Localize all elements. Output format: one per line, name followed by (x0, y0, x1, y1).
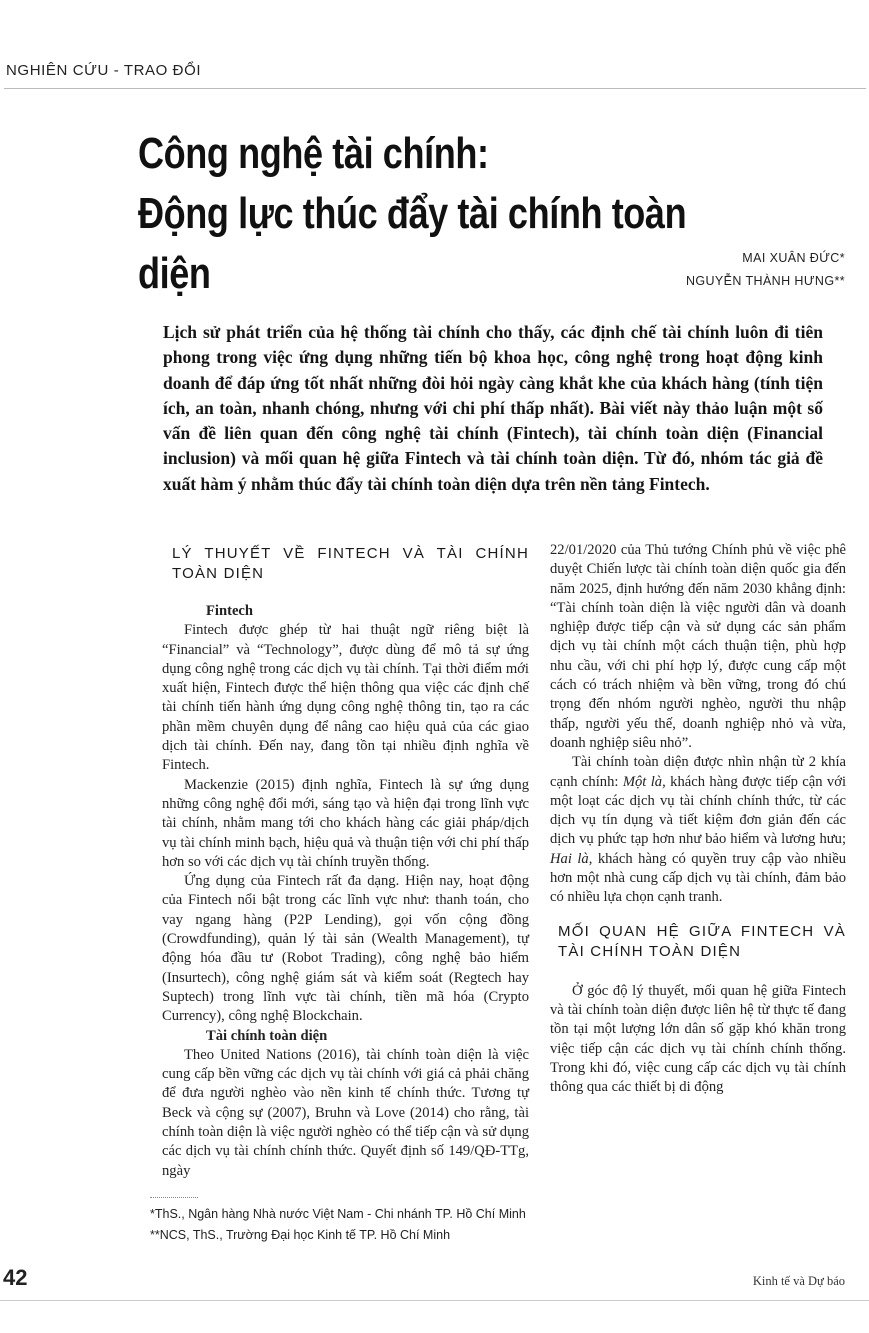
footnote-1: *ThS., Ngân hàng Nhà nước Việt Nam - Chi nhánh TP. Hồ Chí Minh (150, 1207, 526, 1221)
footer-divider (0, 1300, 869, 1301)
emphasis: Hai là (550, 850, 589, 867)
text-run: , khách hàng có quyền truy cập vào nhiều hơn một nhà cung cấp dịch vụ tài chính, đảm bảo có nhiều lựa chọn cạnh tranh. (550, 850, 847, 906)
page-number: 42 (3, 1265, 28, 1290)
left-column (162, 540, 529, 1181)
footnote-divider (150, 1197, 198, 1199)
section-heading-theory: LÝ THUYẾT VỀ FINTECH VÀ TÀI CHÍNH TOÀN DIỆN (172, 545, 529, 582)
subheading-fintech: Fintech (206, 603, 254, 619)
section-tag: NGHIÊN CỨU - TRAO ĐỔI (6, 62, 202, 79)
paragraph: Ở góc độ lý thuyết, mối quan hệ giữa Fintech và tài chính toàn diện được liên hệ từ thực tế đang tồn tại một lượng lớn dân số gặp khó khăn trong việc tiếp cận các dịch vụ tài chính chính thống. Trong khi đó, việc cung cấp các dịch vụ tài chính thông qua các thiết bị di động (550, 982, 846, 1096)
title-line-2: Động lực thúc đẩy tài chính toàn diện (138, 189, 687, 298)
header-divider (4, 88, 866, 89)
paragraph: Ứng dụng của Fintech rất đa dạng. Hiện nay, hoạt động của Fintech nổi bật trong các lĩnh vực như: thanh toán, cho vay ngang hàng (P2P Lending), gọi vốn cộng đồng (Crowdfunding), quản lý tài sản (Wealth Management), tự động hóa đầu tư (Robot Trading), công nghệ bảo hiểm (Insurtech), công nghệ giám sát và kiểm soát (Regtech hay Suptech) trong lĩnh vực tài chính, tiền mã hóa (Crypto Currency), công nghệ Blockchain. (162, 873, 529, 1025)
text-run: , khách hàng được tiếp cận với một loạt các dịch vụ tài chính chính thức, từ các dịch vụ tín dụng và tiết kiệm đơn giản đến các dịch vụ phức tạp hơn như bảo hiểm và lương hưu; (550, 773, 846, 848)
footnotes (150, 1204, 850, 1245)
title-line-1: Công nghệ tài chính: (138, 129, 489, 178)
right-column (550, 541, 846, 1097)
section-heading-relationship: MỐI QUAN HỆ GIỮA FINTECH VÀ TÀI CHÍNH TOÀN DIỆN (558, 922, 846, 960)
journal-name: Kinh tế và Dự báo (752, 1274, 845, 1288)
author-1: MAI XUÂN ĐỨC* (742, 251, 845, 265)
paragraph: 22/01/2020 của Thủ tướng Chính phủ về việc phê duyệt Chiến lược tài chính toàn diện quốc gia đến năm 2025, định hướng đến năm 2030 khẳng định: “Tài chính toàn diện là việc người dân và doanh nghiệp được tiếp cận và sử dụng các sản phẩm dịch vụ tài chính một cách thuận tiện, phù hợp nhu cầu, với chi phí hợp lý, được cung cấp một cách có trách nhiệm và bền vững, trong đó chú trọng đến nhóm người nghèo, người thu nhập thấp, người yếu thế, doanh nghiệp nhỏ và vừa, doanh nghiệp siêu nhỏ”. (550, 542, 846, 751)
article-title (138, 124, 728, 304)
paragraph: Mackenzie (2015) định nghĩa, Fintech là sự ứng dụng những công nghệ đổi mới, sáng tạo và hiện đại trong lĩnh vực tài chính, nhằm mang tới cho khách hàng các giải pháp/dịch vụ tài chính minh bạch, hiệu quả và thuận tiện với chi phí thấp hơn so với các dịch vụ tài chính truyền thống. (162, 776, 529, 870)
abstract: Lịch sử phát triển của hệ thống tài chính cho thấy, các định chế tài chính luôn đi tiên phong trong việc ứng dụng những tiến bộ khoa học, công nghệ trong hoạt động kinh doanh để đáp ứng tốt nhất những đòi hỏi ngày càng khắt khe của khách hàng (tính tiện ích, an toàn, nhanh chóng, nhưng với chi phí thấp nhất). Bài viết này thảo luận một số vấn đề liên quan đến công nghệ tài chính (Fintech), tài chính toàn diện (Financial inclusion) và mối quan hệ giữa Fintech và tài chính toàn diện. Từ đó, nhóm tác giả đề xuất hàm ý nhằm thúc đẩy tài chính toàn diện dựa trên nền tảng Fintech. (163, 322, 823, 494)
text-run: Tài chính toàn diện được nhìn nhận từ 2 khía cạnh chính: (550, 754, 846, 790)
author-list (686, 247, 845, 293)
author-2: NGUYỄN THÀNH HƯNG** (685, 274, 845, 288)
paragraph (550, 753, 846, 907)
emphasis: Một là (622, 773, 663, 790)
paragraph: Fintech được ghép từ hai thuật ngữ riêng biệt là “Financial” và “Technology”, được dùng để mô tả sự ứng dụng công nghệ trong các dịch vụ tài chính. Tại thời điểm mới xuất hiện, Fintech được thể hiện thông qua việc các định chế tài chính tiến hành ứng dụng công nghệ thông tin, tạo ra các phần mềm chuyên dụng để nâng cao hiệu quả của các giao dịch tài chính. Đến nay, đang tồn tại nhiều định nghĩa về Fintech. (162, 622, 529, 774)
footnote-2: **NCS, ThS., Trường Đại học Kinh tế TP. Hồ Chí Minh (150, 1227, 451, 1242)
paragraph: Theo United Nations (2016), tài chính toàn diện là việc cung cấp bền vững các dịch vụ tài chính với giá cả phải chăng để đưa người nghèo vào nền kinh tế chính thức. Tương tự Beck và cộng sự (2007), Bruhn và Love (2014) cho rằng, tài chính toàn diện là việc người nghèo có thể tiếp cận và sử dụng các dịch vụ tài chính chính thức. Quyết định số 149/QĐ-TTg, ngày (162, 1046, 529, 1179)
subheading-financial-inclusion: Tài chính toàn diện (206, 1027, 328, 1044)
